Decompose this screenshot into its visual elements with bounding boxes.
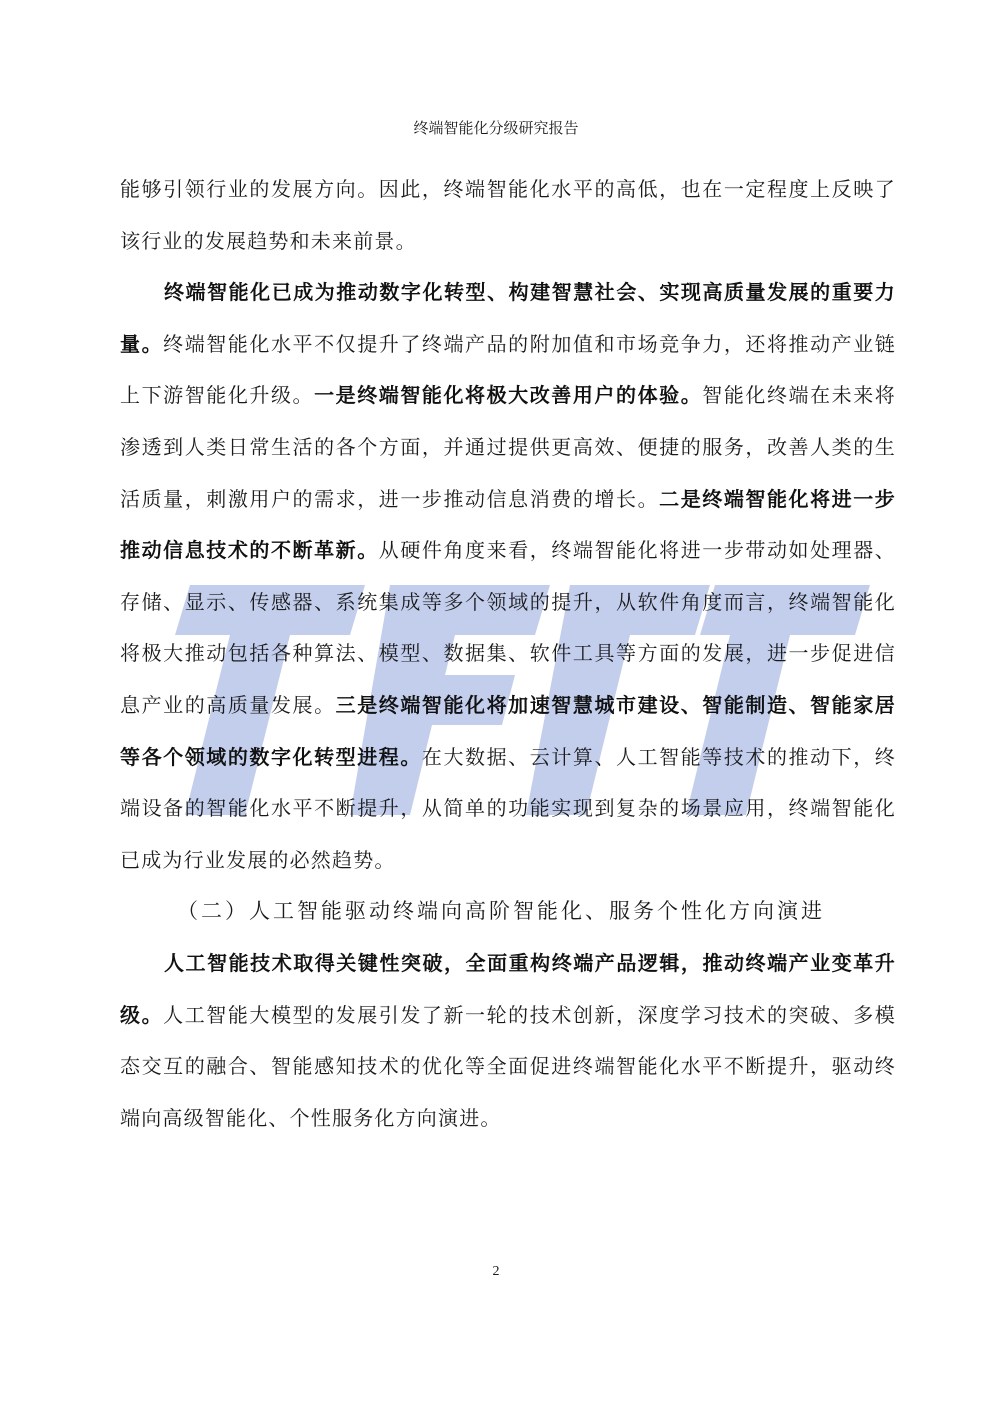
bold-lead-sentence: 人工智能技术取得关键性突破，全面重构终端产品逻辑，推动终端产业变革升级。 bbox=[120, 950, 896, 1027]
paragraph-text: 终端智能化水平不仅提升了终端产品的附加值和市场竞争力，还将推动产业链上下游智能化升级。 bbox=[120, 331, 896, 408]
paragraph-continuation bbox=[120, 164, 896, 267]
body-text bbox=[120, 164, 896, 1144]
bold-point-three: 三是终端智能化将加速智慧城市建设、智能制造、智能家居等各个领域的数字化转型进程。 bbox=[120, 692, 896, 769]
bold-lead-sentence: 终端智能化已成为推动数字化转型、构建智慧社会、实现高质量发展的重要力量。 bbox=[120, 280, 896, 356]
section-heading: （二）人工智能驱动终端向高阶智能化、服务个性化方向演进 bbox=[177, 899, 825, 924]
paragraph-significance bbox=[120, 267, 896, 886]
paragraph-ai-driven bbox=[120, 938, 896, 1144]
paragraph-text: 智能化终端在未来将渗透到人类日常生活的各个方面，并通过提供更高效、便捷的服务，改善人类的生活质量，刺激用户的需求，进一步推动信息消费的增长。 bbox=[120, 383, 896, 511]
page-number: 2 bbox=[492, 1264, 500, 1279]
bold-point-two: 二是终端智能化将进一步推动信息技术的不断革新。 bbox=[120, 486, 896, 563]
paragraph-text: 在大数据、云计算、人工智能等技术的推动下，终端设备的智能化水平不断提升，从简单的功能实现到复杂的场景应用，终端智能化已成为行业发展的必然趋势。 bbox=[120, 744, 896, 872]
paragraph-text: 人工智能大模型的发展引发了新一轮的技术创新，深度学习技术的突破、多模态交互的融合、智能感知技术的优化等全面促进终端智能化水平不断提升，驱动终端向高级智能化、个性服务化方向演进。 bbox=[120, 1002, 896, 1130]
paragraph-text: 从硬件角度来看，终端智能化将进一步带动如处理器、存储、显示、传感器、系统集成等多个领域的提升，从软件角度而言，终端智能化将极大推动包括各种算法、模型、数据集、软件工具等方面的发展，进一步促进信息产业的高质量发展。 bbox=[120, 538, 896, 717]
paragraph-text: 能够引领行业的发展方向。因此，终端智能化水平的高低，也在一定程度上反映了该行业的发展趋势和未来前景。 bbox=[120, 177, 896, 253]
bold-point-one: 一是终端智能化将极大改善用户的体验。 bbox=[314, 383, 703, 408]
running-header: 终端智能化分级研究报告 bbox=[413, 119, 579, 137]
